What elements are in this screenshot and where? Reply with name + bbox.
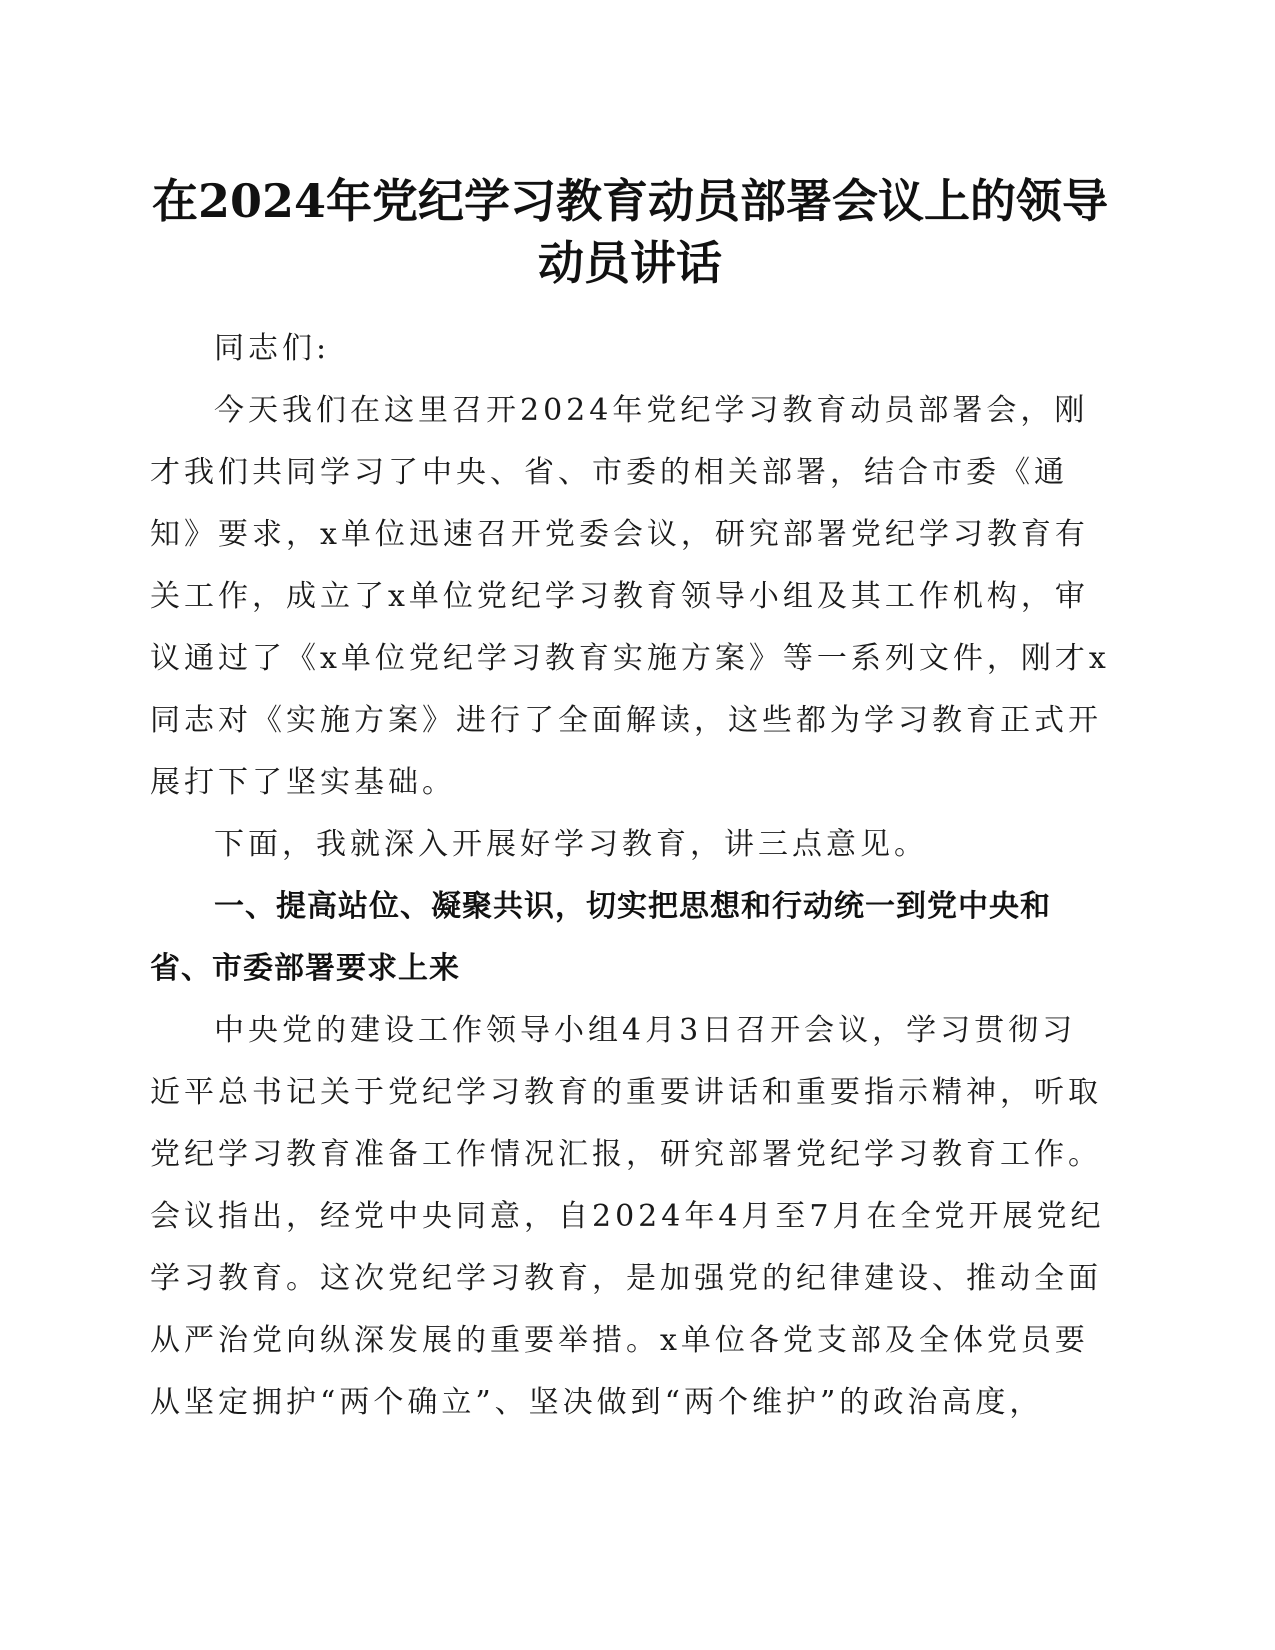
section-heading-1: 一、提高站位、凝聚共识，切实把思想和行动统一到党中央和省、市委部署要求上来	[150, 889, 1051, 986]
salutation: 同志们:	[214, 331, 331, 366]
document-page	[150, 170, 1110, 1434]
document-title	[150, 170, 1110, 294]
paragraph-section-1: 中央党的建设工作领导小组4月3日召开会议，学习贯彻习近平总书记关于党纪学习教育的重要讲话和重要指示精神，听取党纪学习教育准备工作情况汇报，研究部署党纪学习教育工作。会议指出，经党中央同意，自2024年4月至7月在全党开展党纪学习教育。这次党纪学习教育，是加强党的纪律建设、推动全面从严治党向纵深发展的重要举措。x单位各党支部及全体党员要从坚定拥护“两个确立”、坚决做到“两个维护”的政治高度，	[150, 1013, 1105, 1420]
title-line-2: 动员讲话	[538, 236, 722, 290]
paragraph-intro: 今天我们在这里召开2024年党纪学习教育动员部署会，刚才我们共同学习了中央、省、市委的相关部署，结合市委《通知》要求，x单位迅速召开党委会议，研究部署党纪学习教育有关工作，成立了x单位党纪学习教育领导小组及其工作机构，审议通过了《x单位党纪学习教育实施方案》等一系列文件，刚才x同志对《实施方案》进行了全面解读，这些都为学习教育正式开展打下了坚实基础。	[150, 393, 1110, 800]
title-line-1: 在2024年党纪学习教育动员部署会议上的领导	[151, 174, 1109, 228]
document-body	[150, 318, 1110, 1434]
paragraph-overview: 下面，我就深入开展好学习教育，讲三点意见。	[214, 827, 928, 862]
